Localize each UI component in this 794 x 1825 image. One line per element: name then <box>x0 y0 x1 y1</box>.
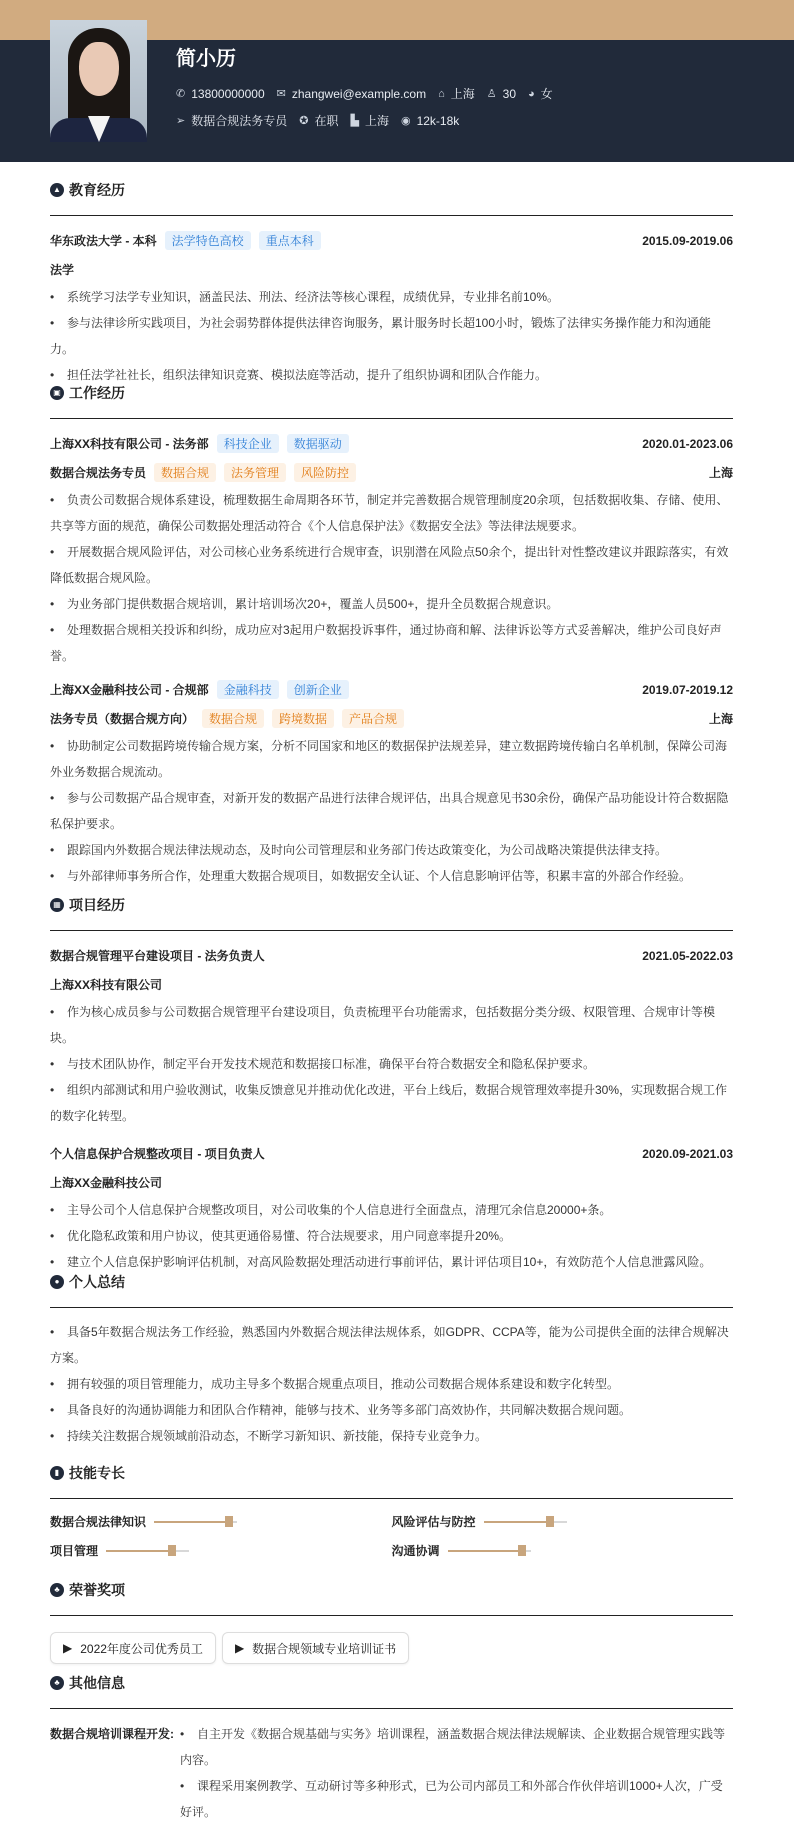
briefcase-icon: ▣ <box>50 386 64 400</box>
info-icon: ♣ <box>50 1676 64 1690</box>
list-item: • 与外部律师事务所合作，处理重大数据合规项目，如数据安全认证、个人信息影响评估等，积累丰富的外部合作经验。 <box>50 863 733 889</box>
tag: 产品合规 <box>342 709 404 728</box>
salary-icon: ◉ <box>400 115 411 127</box>
skill-level-fill <box>154 1521 229 1523</box>
gender: 女 <box>540 87 553 101</box>
location: 上海 <box>708 712 733 726</box>
skills-section <box>50 1465 733 1559</box>
list-item: • 主导公司个人信息保护合规整改项目，对公司收集的个人信息进行全面盘点，清理冗余信息20000+条。 <box>50 1197 733 1223</box>
list-item: • 作为核心成员参与公司数据合规管理平台建设项目，负责梳理平台功能需求，包括数据分类分级、权限管理、合规审计等模块。 <box>50 999 733 1051</box>
list-item: • 自主开发《数据合规基础与实务》培训课程，涵盖数据合规法律法规解读、企业数据合规管理实践等内容。 <box>180 1721 733 1773</box>
tag: 数据合规 <box>154 463 216 482</box>
skill-name: 数据合规法律知识 <box>50 1515 147 1529</box>
tag: 金融科技 <box>217 680 279 699</box>
status: 在职 <box>314 114 339 128</box>
building-icon: ▙ <box>350 115 359 127</box>
skill-item <box>392 1542 734 1559</box>
list-item: • 优化隐私政策和用户协议，使其更通俗易懂、符合法规要求，用户同意率提升20%。 <box>50 1223 733 1249</box>
triangle-icon: ▶ <box>63 1641 73 1655</box>
major: 法学 <box>50 263 75 277</box>
city: 上海 <box>450 87 475 101</box>
skill-level-bar <box>448 1550 531 1552</box>
skill-name: 项目管理 <box>50 1544 99 1558</box>
skill-item <box>50 1513 392 1530</box>
location: 上海 <box>708 466 733 480</box>
award-item <box>50 1632 216 1664</box>
tag: 跨境数据 <box>272 709 334 728</box>
project-name: 数据合规管理平台建设项目 - 法务负责人 <box>50 949 265 963</box>
project-company: 上海XX金融科技公司 <box>50 1176 163 1190</box>
skill-level-bar <box>484 1521 567 1523</box>
school: 华东政法大学 - 本科 <box>50 234 157 248</box>
tag: 创新企业 <box>287 680 349 699</box>
section-title: 个人总结 <box>69 1273 125 1290</box>
list-item: • 拥有较强的项目管理能力，成功主导多个数据合规重点项目，推动公司数据合规体系建设和数字化转型。 <box>50 1371 733 1397</box>
skill-level-thumb <box>225 1516 233 1527</box>
other-label: 数据合规培训课程开发: <box>50 1727 174 1741</box>
date: 2021.05-2022.03 <box>642 948 733 963</box>
section-title: 荣誉奖项 <box>69 1581 125 1598</box>
role: 数据合规法务专员 <box>50 466 147 480</box>
gender-icon: ◕ <box>528 87 535 100</box>
work-city: 上海 <box>364 114 389 128</box>
list-item: • 与技术团队协作，制定平台开发技术规范和数据接口标准，确保平台符合数据安全和隐私保护要求。 <box>50 1051 733 1077</box>
award-label: 数据合规领域专业培训证书 <box>252 1641 397 1656</box>
list-item: • 协助制定公司数据跨境传输合规方案，分析不同国家和地区的数据保护法规差异，建立数据跨境传输白名单机制，保障公司海外业务数据合规流动。 <box>50 733 733 785</box>
list-item: • 组织内部测试和用户验收测试，收集反馈意见并推动优化改进，平台上线后，数据合规管理效率提升30%，实现数据合规工作的数字化转型。 <box>50 1077 733 1129</box>
work-section <box>50 385 733 889</box>
list-item: • 具备5年数据合规法务工作经验，熟悉国内外数据合规法律法规体系，如GDPR、CCPA等，能为公司提供全面的法律合规解决方案。 <box>50 1319 733 1371</box>
award-label: 2022年度公司优秀员工 <box>80 1641 203 1656</box>
phone: 13800000000 <box>191 86 265 101</box>
graduation-cap-icon: ▲ <box>50 183 64 197</box>
list-item: • 具备良好的沟通协调能力和团队合作精神，能够与技术、业务等多部门高效协作，共同解决数据合规问题。 <box>50 1397 733 1423</box>
phone-icon: ✆ <box>176 88 186 100</box>
list-item: • 参与公司数据产品合规审查，对新开发的数据产品进行法律合规评估，出具合规意见书30余份，确保产品功能设计符合数据隐私保护要求。 <box>50 785 733 837</box>
job-intent-row <box>176 112 459 129</box>
home-icon: ⌂ <box>438 87 445 100</box>
list-item: • 跟踪国内外数据合规法律法规动态，及时向公司管理层和业务部门传达政策变化，为公司战略决策提供法律支持。 <box>50 837 733 863</box>
award-item <box>222 1632 409 1664</box>
tag: 法学特色高校 <box>165 231 251 250</box>
skill-item <box>392 1513 734 1530</box>
award-icon: ♣ <box>50 1583 64 1597</box>
tag: 重点本科 <box>259 231 321 250</box>
projects-section <box>50 897 733 1275</box>
skill-name: 沟通协调 <box>391 1544 440 1558</box>
skill-level-fill <box>448 1550 523 1552</box>
list-item: • 课程采用案例教学、互动研讨等多种形式，已为公司内部员工和外部合作伙伴培训1000+人次，广受好评。 <box>180 1773 733 1825</box>
awards-section <box>50 1582 733 1664</box>
list-item: • 参与法律诊所实践项目，为社会弱势群体提供法律咨询服务，累计服务时长超100小时，锻炼了法律实务操作能力和沟通能力。 <box>50 310 733 362</box>
skill-level-fill <box>484 1521 550 1523</box>
section-title: 其他信息 <box>69 1674 125 1691</box>
skill-level-thumb <box>168 1545 176 1556</box>
list-item: • 建立个人信息保护影响评估机制，对高风险数据处理活动进行事前评估，累计评估项目10+，有效防范个人信息泄露风险。 <box>50 1249 733 1275</box>
skill-level-bar <box>106 1550 189 1552</box>
age-icon: ♙ <box>486 88 497 100</box>
tag: 科技企业 <box>217 434 279 453</box>
section-title: 技能专长 <box>69 1464 125 1481</box>
project-name: 个人信息保护合规整改项目 - 项目负责人 <box>50 1147 265 1161</box>
grid-icon: ▦ <box>50 898 64 912</box>
list-item: • 系统学习法学专业知识，涵盖民法、刑法、经济法等核心课程，成绩优异，专业排名前10%。 <box>50 284 733 310</box>
skill-item <box>50 1542 392 1559</box>
user-icon: ● <box>50 1275 64 1289</box>
email: zhangwei@example.com <box>291 86 427 101</box>
tag: 法务管理 <box>224 463 286 482</box>
date: 2020.09-2021.03 <box>642 1146 733 1161</box>
skill-name: 风险评估与防控 <box>391 1515 476 1529</box>
profile-photo <box>50 20 147 142</box>
company: 上海XX金融科技公司 - 合规部 <box>50 683 209 697</box>
list-item: • 为业务部门提供数据合规培训，累计培训场次20+，覆盖人员500+，提升全员数据合规意识。 <box>50 591 733 617</box>
other-section <box>50 1675 733 1825</box>
company: 上海XX科技有限公司 - 法务部 <box>50 437 209 451</box>
chart-icon: ▮ <box>50 1466 64 1480</box>
age: 30 <box>502 86 517 101</box>
skill-level-bar <box>154 1521 237 1523</box>
list-item: • 处理数据合规相关投诉和纠纷，成功应对3起用户数据投诉事件，通过协商和解、法律诉讼等方式妥善解决，维护公司良好声誉。 <box>50 617 733 669</box>
list-item: • 负责公司数据合规体系建设，梳理数据生命周期各环节，制定并完善数据合规管理制度20余项，包括数据收集、存储、使用、共享等方面的规范，确保公司数据处理活动符合《个人信息保护法》《数据安全法》等法律法规要求。 <box>50 487 733 539</box>
send-icon: ➢ <box>176 115 186 127</box>
skill-level-thumb <box>546 1516 554 1527</box>
project-company: 上海XX科技有限公司 <box>50 978 163 992</box>
candidate-name: 简小历 <box>176 48 236 70</box>
section-title: 教育经历 <box>69 181 125 198</box>
section-title: 工作经历 <box>69 384 125 401</box>
skill-level-thumb <box>518 1545 526 1556</box>
status-icon: ✪ <box>299 115 309 127</box>
date: 2020.01-2023.06 <box>642 436 733 451</box>
triangle-icon: ▶ <box>234 1641 245 1655</box>
salary: 12k-18k <box>416 113 460 128</box>
list-item: • 开展数据合规风险评估，对公司核心业务系统进行合规审查，识别潜在风险点50余个，提出针对性整改建议并跟踪落实，有效降低数据合规风险。 <box>50 539 733 591</box>
tag: 风险防控 <box>294 463 356 482</box>
section-title: 项目经历 <box>69 896 125 913</box>
role: 法务专员（数据合规方向） <box>50 712 195 726</box>
tag: 数据合规 <box>202 709 264 728</box>
contact-row <box>176 85 553 102</box>
tag: 数据驱动 <box>287 434 349 453</box>
list-item: • 持续关注数据合规领域前沿动态，不断学习新知识、新技能，保持专业竞争力。 <box>50 1423 733 1449</box>
summary-section <box>50 1274 733 1449</box>
email-icon: ✉ <box>276 88 286 100</box>
education-section <box>50 182 733 388</box>
date: 2015.09-2019.06 <box>642 233 733 248</box>
position: 数据合规法务专员 <box>191 114 288 128</box>
date: 2019.07-2019.12 <box>642 682 733 697</box>
skill-level-fill <box>106 1550 172 1552</box>
list-item: • 担任法学社社长，组织法律知识竞赛、模拟法庭等活动，提升了组织协调和团队合作能力。 <box>50 362 733 388</box>
